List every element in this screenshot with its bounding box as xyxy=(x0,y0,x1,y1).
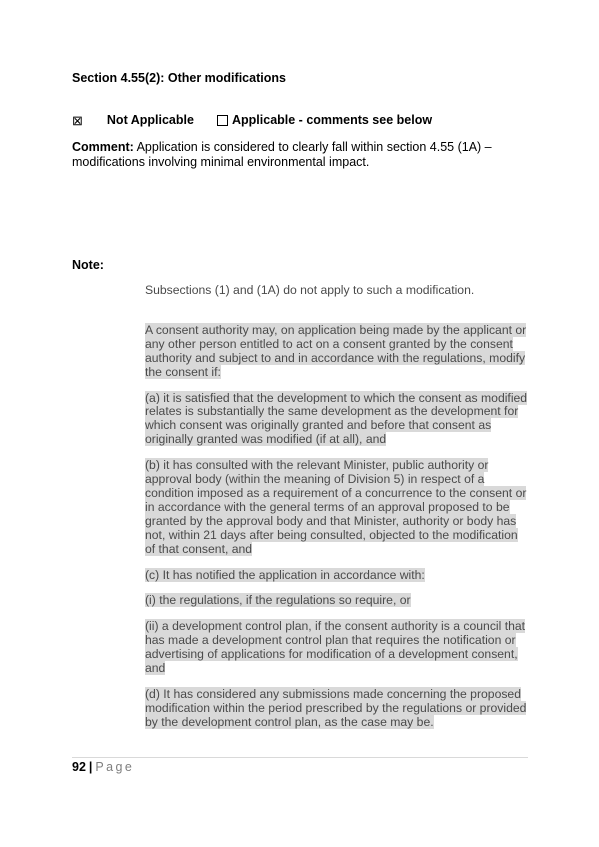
note-label: Note: xyxy=(72,258,104,272)
paragraph-text: (b) it has consulted with the relevant Minister, public authority or approval body (within the meaning of Division 5) in respect of a condition imposed as a requirement of a concurrence to the consent or in accordance with the general terms of an approval proposed to be granted by the approval body and that Minister, authority or body has not, within 21 days after being consulted, objected to the modification of that consent, and xyxy=(145,458,527,556)
note-paragraph-c-ii xyxy=(145,620,528,676)
paragraph-text: (a) it is satisfied that the development to which the consent as modified relates is substantially the same development as the development for which consent was originally granted and before that consent as originally granted was modified (if at all), and xyxy=(145,390,528,447)
page-footer xyxy=(72,760,134,774)
note-paragraph-a xyxy=(145,392,528,448)
empty-checkbox-icon xyxy=(217,115,228,126)
note-paragraph-consent xyxy=(145,324,528,380)
not-applicable-label: Not Applicable xyxy=(106,113,194,127)
paragraph-text: (d) It has considered any submissions made concerning the proposed modification within the period prescribed by the regulations or provided by the development control plan, as the case may be. xyxy=(145,686,527,729)
comment-label: Comment: xyxy=(72,140,134,154)
note-paragraph-b xyxy=(145,459,528,556)
option-not-applicable xyxy=(72,113,194,127)
comment-block xyxy=(72,140,502,169)
note-paragraph-c xyxy=(145,569,528,583)
note-paragraph-d xyxy=(145,688,528,730)
paragraph-text: (ii) a development control plan, if the consent authority is a council that has made a development control plan that requires the notification or advertising of applications for modification of a development consent, and xyxy=(145,619,526,676)
checked-box-icon: ⊠ xyxy=(72,112,83,128)
footer-divider xyxy=(72,757,528,758)
paragraph-text: (c) It has notified the application in accordance with: xyxy=(145,567,425,582)
section-heading: Section 4.55(2): Other modifications xyxy=(72,71,286,85)
applicable-label: Applicable - comments see below xyxy=(232,113,433,127)
footer-separator: | xyxy=(88,760,93,774)
page-number: 92 xyxy=(72,760,86,774)
paragraph-text: A consent authority may, on application being made by the applicant or any other person entitled to act on a consent granted by the consent authority and subject to and in accordance with the regulations, modify the consent if: xyxy=(145,322,527,379)
page-word: Page xyxy=(95,760,135,774)
option-applicable xyxy=(217,113,432,127)
note-body xyxy=(145,284,528,742)
note-paragraph-c-i xyxy=(145,594,528,608)
comment-text: Application is considered to clearly fall within section 4.55 (1A) – modifications involving minimal environmental impact. xyxy=(72,140,492,169)
paragraph-text: (i) the regulations, if the regulations so require, or xyxy=(145,593,411,608)
applicability-options xyxy=(72,113,542,131)
note-intro: Subsections (1) and (1A) do not apply to such a modification. xyxy=(145,283,475,297)
